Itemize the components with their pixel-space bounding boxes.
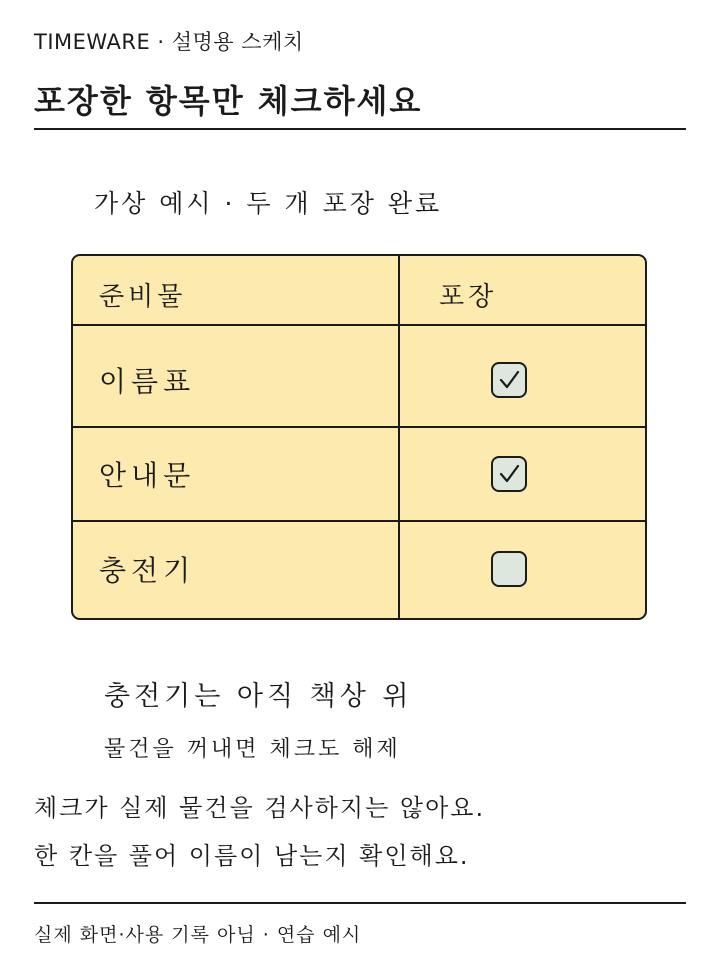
column-header-item: 준비물 <box>99 282 187 312</box>
header-divider <box>34 128 686 130</box>
footer-disclaimer: 실제 화면·사용 기록 아님 · 연습 예시 <box>34 924 362 946</box>
checkmark-icon <box>496 461 522 487</box>
packing-checklist-table <box>71 254 647 620</box>
subtitle: 가상 예시 · 두 개 포장 완료 <box>94 189 443 218</box>
uncheck-note: 물건을 꺼내면 체크도 해제 <box>104 737 401 762</box>
checkmark-icon <box>496 367 522 393</box>
eyebrow-label: TIMEWARE · 설명용 스케치 <box>34 30 304 54</box>
packed-checkbox-charger[interactable] <box>491 551 527 587</box>
row-label-charger: 충전기 <box>99 554 196 587</box>
row-divider <box>73 426 645 428</box>
column-header-packed: 포장 <box>439 282 498 312</box>
column-divider <box>398 256 400 618</box>
charger-note: 충전기는 아직 책상 위 <box>104 681 413 712</box>
page-title: 포장한 항목만 체크하세요 <box>34 82 423 120</box>
packed-checkbox-guide[interactable] <box>491 456 527 492</box>
row-label-name-tag: 이름표 <box>99 365 196 398</box>
row-divider <box>73 324 645 326</box>
row-divider <box>73 520 645 522</box>
check-limit-note: 체크가 실제 물건을 검사하지는 않아요. <box>34 794 486 822</box>
packed-checkbox-name-tag[interactable] <box>491 362 527 398</box>
verify-note: 한 칸을 풀어 이름이 남는지 확인해요. <box>34 842 470 870</box>
row-label-guide: 안내문 <box>99 459 196 492</box>
footer-divider <box>34 902 686 904</box>
